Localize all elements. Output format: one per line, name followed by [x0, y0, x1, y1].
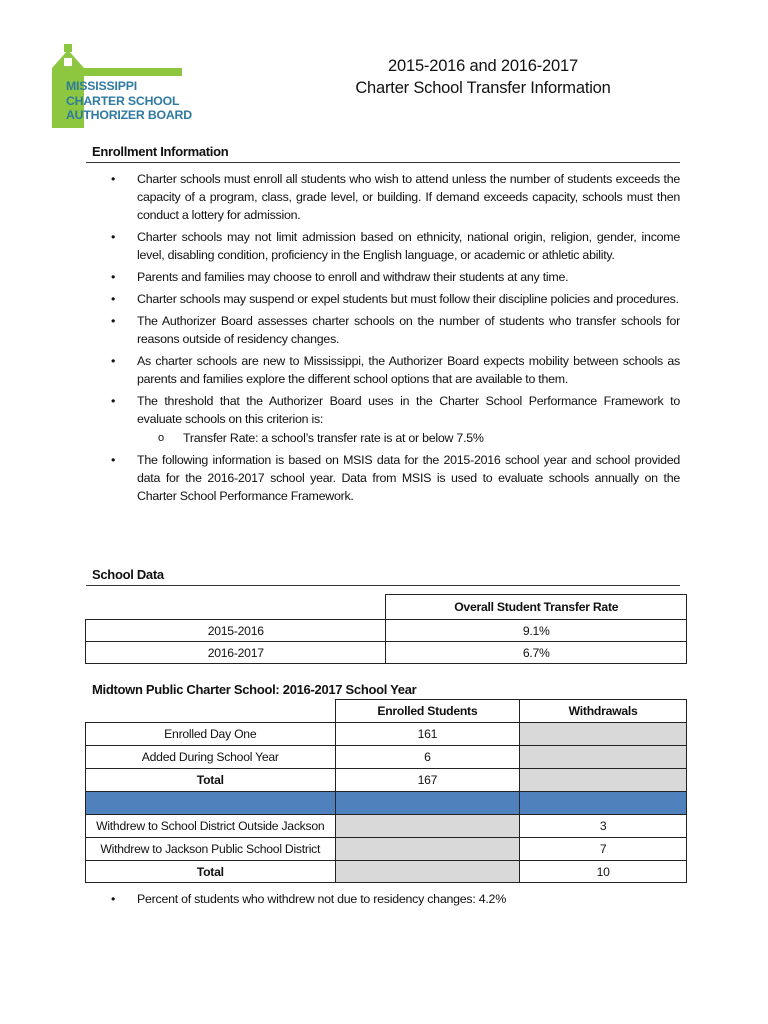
table-cell-value: 3 — [520, 815, 687, 838]
table-header: Enrolled Students — [335, 700, 520, 723]
list-item: • Parents and families may choose to enroll and withdraw their students at any time. — [104, 268, 680, 286]
table-blank-cell — [86, 595, 386, 620]
table-shaded-cell — [335, 815, 520, 838]
table-shaded-cell — [520, 746, 687, 769]
table-blue-cell — [335, 792, 520, 815]
title-line-2: Charter School Transfer Information — [355, 79, 611, 97]
sub-list-item: o Transfer Rate: a school’s transfer rate is at or below 7.5% — [104, 429, 680, 447]
transfer-rate-table — [85, 594, 687, 664]
table-shaded-cell — [520, 769, 687, 792]
school-data-divider — [86, 585, 680, 586]
table-cell-label: Enrolled Day One — [86, 723, 336, 746]
table-header: Overall Student Transfer Rate — [386, 595, 687, 620]
table-cell-value: 7 — [520, 838, 687, 861]
school-data-heading: School Data — [92, 567, 164, 582]
logo-line-2: CHARTER SCHOOL — [66, 93, 180, 108]
table-blue-cell — [86, 792, 336, 815]
list-item: • Charter schools may suspend or expel students but must follow their discipline policies and procedures. — [104, 290, 680, 308]
table-cell-label: Added During School Year — [86, 746, 336, 769]
table-cell-label: Withdrew to Jackson Public School District — [86, 838, 336, 861]
table-blue-cell — [520, 792, 687, 815]
list-item: • The threshold that the Authorizer Board uses in the Charter School Performance Framework to evaluate schools on this criterion is: — [104, 392, 680, 428]
list-item: • As charter schools are new to Mississippi, the Authorizer Board expects mobility between schools as parents and families explore the different school options that are available to them. — [104, 352, 680, 388]
logo-line-1: MISSISSIPPI — [66, 79, 137, 93]
table-cell-total-value: 10 — [520, 861, 687, 883]
table-shaded-cell — [520, 723, 687, 746]
list-item: • The following information is based on MSIS data for the 2015-2016 school year and school provided data for the 2016-2017 school year. Data from MSIS is used to evaluate schools annually on the Charter School Performance Framework. — [104, 451, 680, 505]
table-cell-year: 2015-2016 — [86, 620, 386, 642]
table-cell-year: 2016-2017 — [86, 642, 386, 664]
list-item: • The Authorizer Board assesses charter schools on the number of students who transfer schools for reasons outside of residency changes. — [104, 312, 680, 348]
withdrawal-percent-text: Percent of students who withdrew not due to residency changes: 4.2% — [137, 892, 506, 906]
enrollment-bullet-list — [104, 170, 680, 509]
table-row — [86, 746, 687, 769]
enrollment-heading: Enrollment Information — [92, 144, 229, 159]
table-header: Withdrawals — [520, 700, 687, 723]
table-cell-rate: 6.7% — [386, 642, 687, 664]
table-cell-value: 6 — [335, 746, 520, 769]
midtown-heading: Midtown Public Charter School: 2016-2017 School Year — [92, 682, 417, 697]
table-row — [86, 642, 687, 664]
table-row — [86, 861, 687, 883]
bullet-dot: • — [111, 892, 116, 906]
table-row — [86, 815, 687, 838]
table-row — [86, 838, 687, 861]
table-cell-total-value: 167 — [335, 769, 520, 792]
logo-text — [66, 79, 192, 123]
authorizer-board-logo — [52, 44, 192, 128]
table-cell-total-label: Total — [86, 861, 336, 883]
title-line-1: 2015-2016 and 2016-2017 — [388, 57, 578, 75]
table-blank-cell — [86, 700, 336, 723]
table-shaded-cell — [335, 838, 520, 861]
logo-line-3: AUTHORIZER BOARD — [66, 108, 192, 122]
enrollment-divider — [86, 162, 680, 163]
table-cell-rate: 9.1% — [386, 620, 687, 642]
page-title — [300, 55, 666, 99]
table-shaded-cell — [335, 861, 520, 883]
table-cell-label: Withdrew to School District Outside Jackson — [86, 815, 336, 838]
table-row — [86, 620, 687, 642]
withdrawal-percent-note — [104, 892, 506, 906]
table-cell-total-label: Total — [86, 769, 336, 792]
table-separator-row — [86, 792, 687, 815]
list-item: • Charter schools may not limit admission based on ethnicity, national origin, religion, gender, income level, disabling condition, proficiency in the English language, or academic or athletic ability. — [104, 228, 680, 264]
midtown-table — [85, 699, 687, 883]
table-row — [86, 769, 687, 792]
table-row — [86, 723, 687, 746]
table-cell-value: 161 — [335, 723, 520, 746]
list-item: • Charter schools must enroll all students who wish to attend unless the number of students exceeds the capacity of a program, class, grade level, or building. If demand exceeds capacity, schools must then conduct a lottery for admission. — [104, 170, 680, 224]
